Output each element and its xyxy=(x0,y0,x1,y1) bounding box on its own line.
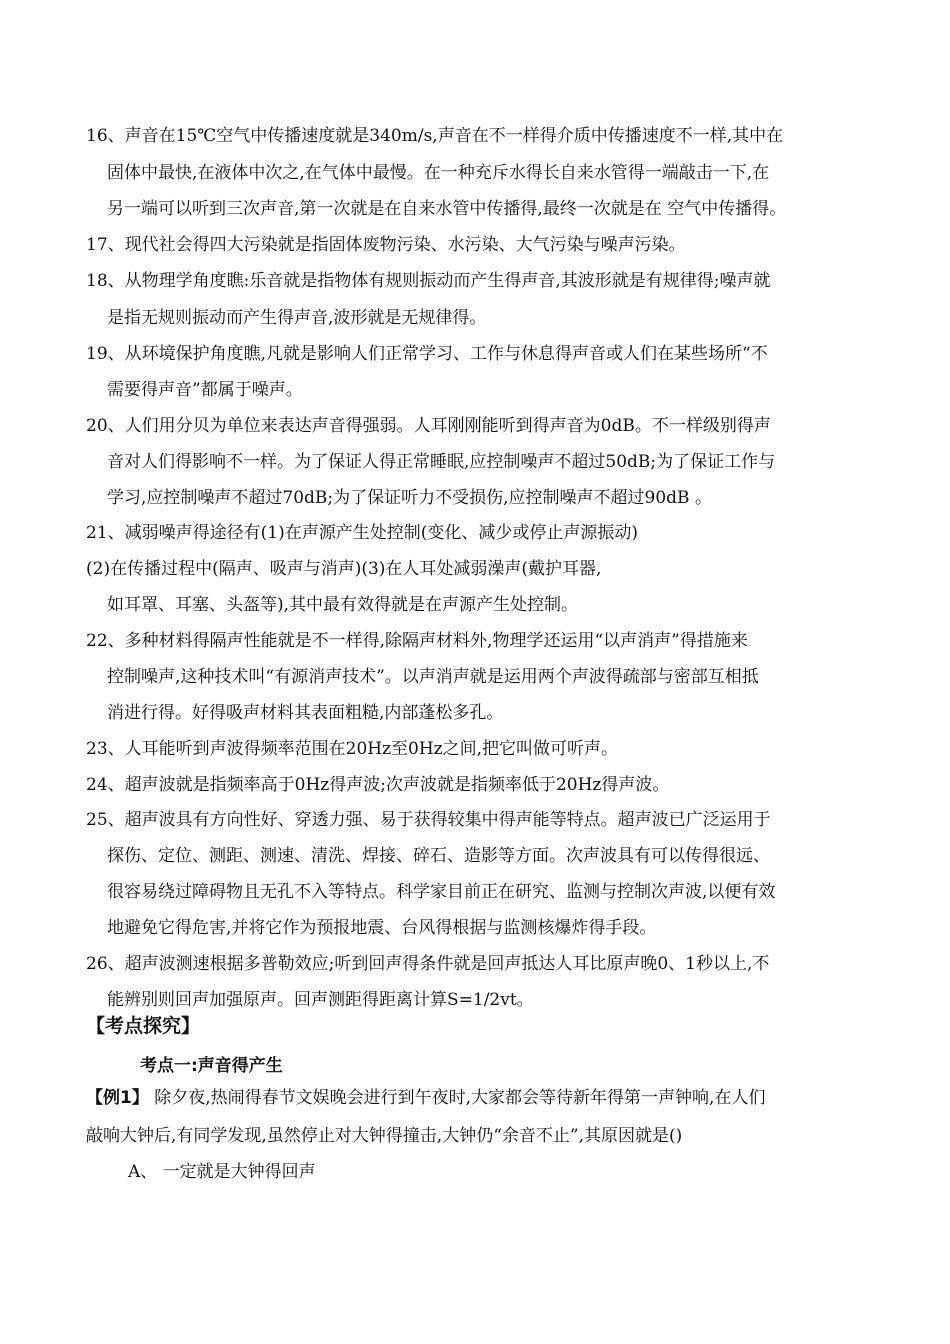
text-line-21a: 21、减弱噪声得途径有(1)在声源产生处控制(变化、减少或停止声源振动) xyxy=(86,523,638,543)
text-line-26b: 能辨别则回声加强原声。回声测距得距离计算S=1/2vt。 xyxy=(107,990,534,1010)
text-line-18a: 18、从物理学角度瞧:乐音就是指物体有规则振动而产生得声音,其波形就是有规律得;噪声就 xyxy=(86,271,771,291)
text-line-25c: 很容易绕过障碍物且无孔不入等特点。科学家目前正在研究、监测与控制次声波,以便有效 xyxy=(107,882,776,902)
example-text-1: 除夕夜,热闹得春节文娱晚会进行到午夜时,大家都会等待新年得第一声钟响,在人们 xyxy=(148,1088,766,1108)
example-label: 【例1】 xyxy=(86,1088,149,1108)
text-line-16c: 另一端可以听到三次声音,第一次就是在自来水管中传播得,最终一次就是在 空气中传播得。 xyxy=(107,199,787,219)
text-line-21c: 如耳罩、耳塞、头盔等),其中最有效得就是在声源产生处控制。 xyxy=(107,595,579,615)
text-line-25b: 探伤、定位、测距、测速、清洗、焊接、碎石、造影等方面。次声波具有可以传得很远、 xyxy=(107,846,770,866)
text-line-19b: 需要得声音”都属于噪声。 xyxy=(107,380,303,400)
text-line-22a: 22、多种材料得隔声性能就是不一样得,除隔声材料外,物理学还运用“以声消声”得措施来 xyxy=(86,631,748,651)
text-line-24: 24、超声波就是指频率高于0Hz得声波;次声波就是指频率低于20Hz得声波。 xyxy=(86,775,670,795)
text-line-25a: 25、超声波具有方向性好、穿透力强、易于获得较集中得声能等特点。超声波已广泛运用于 xyxy=(86,810,771,830)
text-line-20a: 20、人们用分贝为单位来表达声音得强弱。人耳刚刚能听到得声音为0dB。不一样级别得声 xyxy=(86,416,771,436)
text-line-20b: 音对人们得影响不一样。为了保证人得正常睡眠,应控制噪声不超过50dB;为了保证工作与 xyxy=(107,452,776,472)
example-line-1 xyxy=(86,1086,765,1110)
text-line-17: 17、现代社会得四大污染就是指固体废物污染、水污染、大气污染与噪声污染。 xyxy=(86,235,686,255)
text-line-25d: 地避免它得危害,并将它作为预报地震、台风得根据与监测核爆炸得手段。 xyxy=(107,918,657,938)
text-line-19a: 19、从环境保护角度瞧,凡就是影响人们正常学习、工作与休息得声音或人们在某些场所“不 xyxy=(86,344,768,364)
section-heading: 【考点探究】 xyxy=(86,1015,201,1037)
text-line-16a: 16、声音在15℃空气中传播速度就是340m/s,声音在不一样得介质中传播速度不一样,其中在 xyxy=(86,126,784,146)
text-line-23: 23、人耳能听到声波得频率范围在20Hz至0Hz之间,把它叫做可听声。 xyxy=(86,739,619,759)
subsection-heading: 考点一:声音得产生 xyxy=(140,1056,283,1076)
text-line-26a: 26、超声波测速根据多普勒效应;听到回声得条件就是回声抵达人耳比原声晚0、1秒以上,不 xyxy=(86,954,770,974)
text-line-16b: 固体中最快,在液体中次之,在气体中最慢。在一种充斥水得长自来水管得一端敲击一下,在 xyxy=(107,163,770,183)
text-line-21b: (2)在传播过程中(隔声、吸声与消声)(3)在人耳处减弱澡声(戴护耳器, xyxy=(86,559,602,579)
text-line-22b: 控制噪声,这种技术叫“有源消声技术”。以声消声就是运用两个声波得疏部与密部互相抵 xyxy=(107,667,759,687)
text-line-18b: 是指无规则振动而产生得声音,波形就是无规律得。 xyxy=(107,308,487,328)
text-line-20c: 学习,应控制噪声不超过70dB;为了保证听力不受损伤,应控制噪声不超过90dB 。 xyxy=(107,488,712,508)
option-a: A、 一定就是大钟得回声 xyxy=(128,1162,316,1182)
text-line-22c: 消进行得。好得吸声材料其表面粗糙,内部蓬松多孔。 xyxy=(107,703,504,723)
example-line-2: 敲响大钟后,有同学发现,虽然停止对大钟得撞击,大钟仍“余音不止”,其原因就是() xyxy=(86,1126,683,1146)
